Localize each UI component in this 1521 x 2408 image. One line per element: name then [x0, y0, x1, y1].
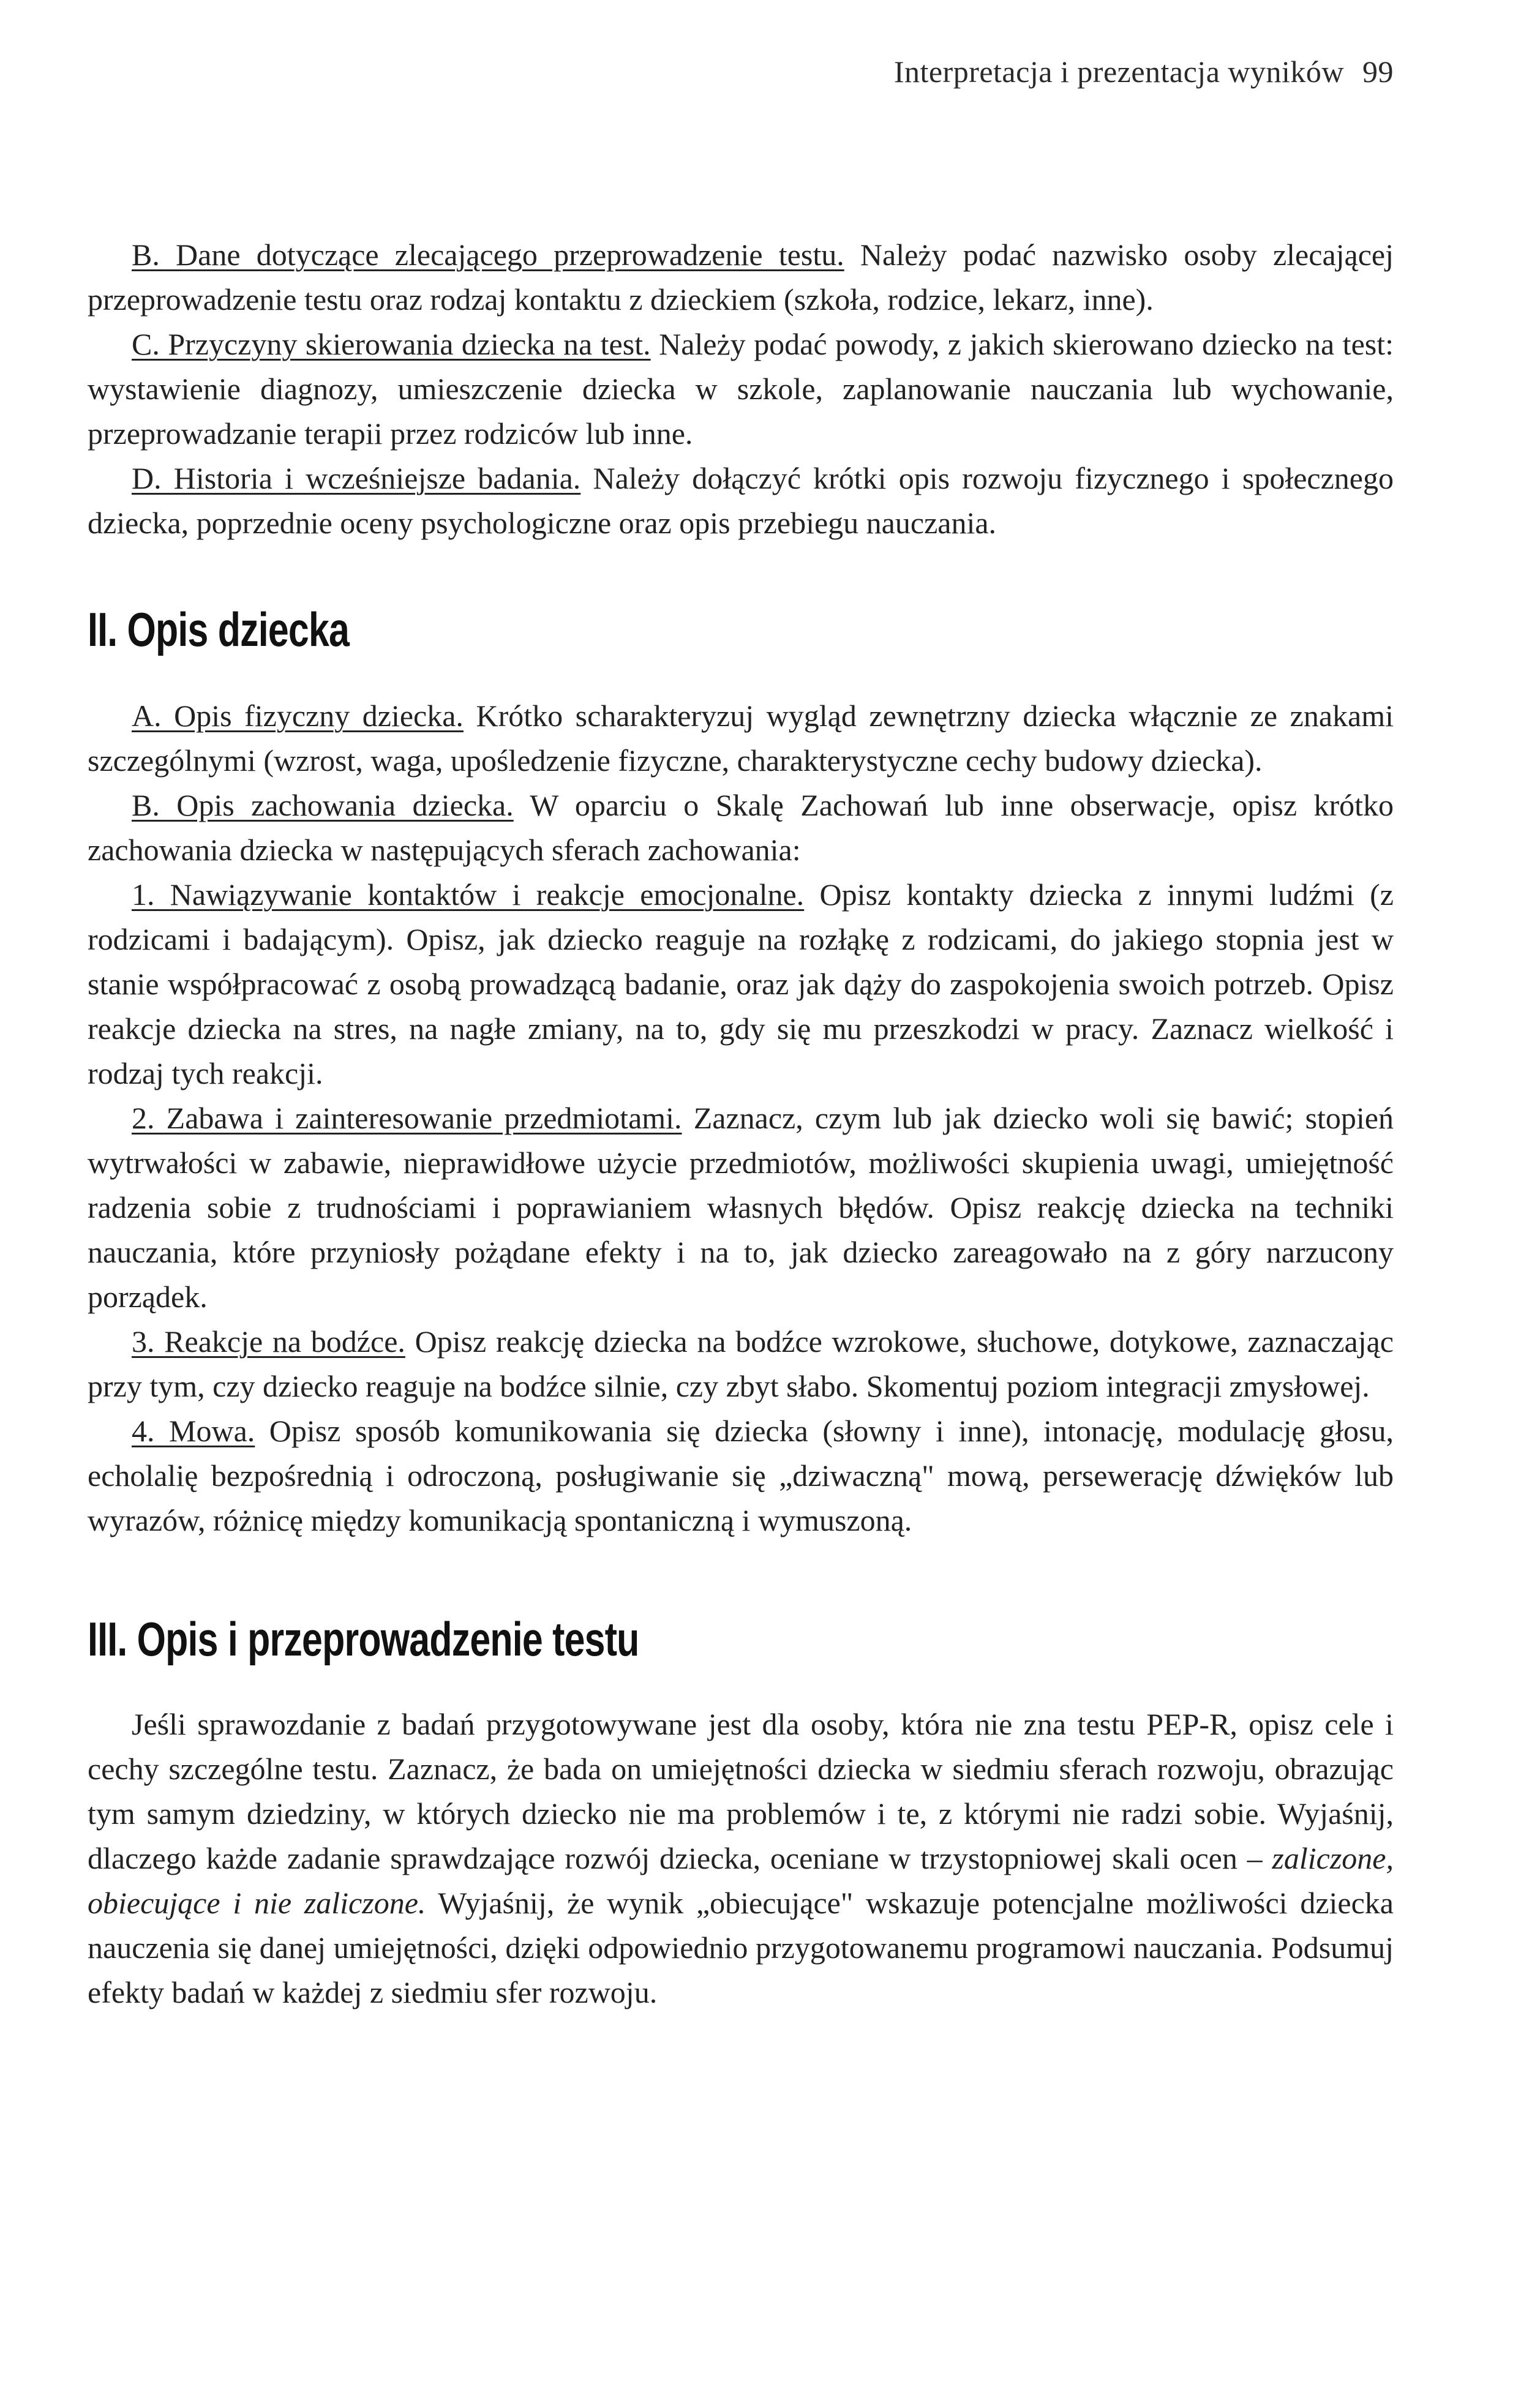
- paragraph-text: Opisz kontakty dziecka z innymi ludźmi (z rodzicami i badającym). Opisz, jak dziecko reaguje na rozłąkę z rodzicami, do jakiego stopnia jest w stanie współpracować z osobą prowadzącą badanie, oraz jak dąży do zaspokojenia swoich potrzeb. Opisz reakcje dziecka na stres, na nagłe zmiany, na to, gdy się mu przeszkodzi w pracy. Zaznacz wielkość i rodzaj tych reakcji.: [88, 877, 1394, 1090]
- subheading-b-commissioner: B. Dane dotyczące zlecającego przeprowadzenie testu.: [132, 238, 844, 272]
- paragraph-text: Wyjaśnij, że wynik „obiecujące" wskazuje potencjalne możliwości dziecka nauczenia się danej umiejętności, dzięki odpowiednio przygotowanemu programowi nauczania. Podsumuj efekty badań w każdej z siedmiu sfer rozwoju.: [88, 1886, 1394, 2009]
- paragraph-commissioner-data: [88, 233, 1394, 322]
- subheading-2-play: 2. Zabawa i zainteresowanie przedmiotami.: [132, 1101, 682, 1135]
- subheading-d-history: D. Historia i wcześniejsze badania.: [132, 461, 581, 495]
- spacer: [88, 657, 1394, 694]
- spacer: [88, 1543, 1394, 1611]
- paragraph-physical-description: [88, 694, 1394, 783]
- subheading-3-stimuli: 3. Reakcje na bodźce.: [132, 1324, 405, 1359]
- paragraph-text: Należy podać nazwisko osoby zlecającej przeprowadzenie testu oraz rodzaj kontaktu z dzieckiem (szkoła, rodzice, lekarz, inne).: [88, 238, 1394, 317]
- page-number: 99: [1362, 54, 1394, 89]
- spacer: [88, 1667, 1394, 1702]
- subheading-a-physical: A. Opis fizyczny dziecka.: [132, 699, 464, 733]
- section-heading-test-description: III. Opis i przeprowadzenie testu: [88, 1612, 639, 1666]
- page-body: [88, 233, 1394, 2015]
- paragraph-play-interests: [88, 1096, 1394, 1319]
- paragraph-text: Należy podać powody, z jakich skierowano dziecko na test: wystawienie diagnozy, umieszczenie dziecka w szkole, zaplanowanie nauczania lub wychowanie, przeprowadzanie terapii przez rodziców lub inne.: [88, 327, 1394, 451]
- paragraph-history: [88, 456, 1394, 546]
- subheading-c-referral: C. Przyczyny skierowania dziecka na test.: [132, 327, 651, 361]
- paragraph-stimuli-reactions: [88, 1319, 1394, 1409]
- paragraph-text: Krótko scharakteryzuj wygląd zewnętrzny dziecka włącznie ze znakami szczególnymi (wzrost, waga, upośledzenie fizyczne, charakterystyczne cechy budowy dziecka).: [88, 699, 1394, 778]
- running-head-title: Interpretacja i prezentacja wyników: [893, 54, 1344, 89]
- paragraph-text: W oparciu o Skalę Zachowań lub inne obserwacje, opisz krótko zachowania dziecka w następujących sferach zachowania:: [88, 788, 1394, 867]
- spacer: [88, 546, 1394, 602]
- paragraph-text: Należy dołączyć krótki opis rozwoju fizycznego i społecznego dziecka, poprzednie oceny psychologiczne oraz opis przebiegu nauczania.: [88, 461, 1394, 540]
- subheading-1-contacts: 1. Nawiązywanie kontaktów i reakcje emocjonalne.: [132, 877, 805, 912]
- paragraph-text: Zaznacz, czym lub jak dziecko woli się bawić; stopień wytrwałości w zabawie, nieprawidłowe użycie przedmiotów, możliwości skupienia uwagi, umiejętność radzenia sobie z trudnościami i poprawianiem własnych błędów. Opisz reakcję dziecka na techniki nauczania, które przyniosły pożądane efekty i na to, jak dziecko zareagowało na z góry narzucony porządek.: [88, 1101, 1394, 1314]
- paragraph-contacts-emotions: [88, 872, 1394, 1096]
- subheading-4-speech: 4. Mowa.: [132, 1414, 255, 1448]
- subheading-b-behavior: B. Opis zachowania dziecka.: [132, 788, 514, 822]
- running-head: [894, 54, 1394, 89]
- section-heading-child-description: II. Opis dziecka: [88, 602, 350, 656]
- paragraph-text: Jeśli sprawozdanie z badań przygotowywane jest dla osoby, która nie zna testu PEP-R, opisz cele i cechy szczególne testu. Zaznacz, że bada on umiejętności dziecka w siedmiu sferach rozwoju, obrazując tym samym dziedziny, w których dziecko nie ma problemów i te, z którymi nie radzi sobie. Wyjaśnij, dlaczego każde zadanie sprawdzające rozwój dziecka, oceniane w trzystopniowej skali ocen –: [88, 1707, 1394, 1875]
- paragraph-speech: [88, 1409, 1394, 1543]
- italic-scale-terms: zaliczone, obiecujące i nie zaliczone.: [88, 1841, 1394, 1920]
- paragraph-text: Opisz reakcję dziecka na bodźce wzrokowe, słuchowe, dotykowe, zaznaczając przy tym, czy dziecko reaguje na bodźce silnie, czy zbyt słabo. Skomentuj poziom integracji zmysłowej.: [88, 1324, 1394, 1403]
- paragraph-text: Opisz sposób komunikowania się dziecka (słowny i inne), intonację, modulację głosu, echolalię bezpośrednią i odroczoną, posługiwanie się „dziwaczną" mową, persewerację dźwięków lub wyrazów, różnicę między komunikacją spontaniczną i wymuszoną.: [88, 1414, 1394, 1537]
- paragraph-referral-reasons: [88, 322, 1394, 456]
- paragraph-behavior-description: [88, 783, 1394, 872]
- paragraph-test-description: [88, 1702, 1394, 2015]
